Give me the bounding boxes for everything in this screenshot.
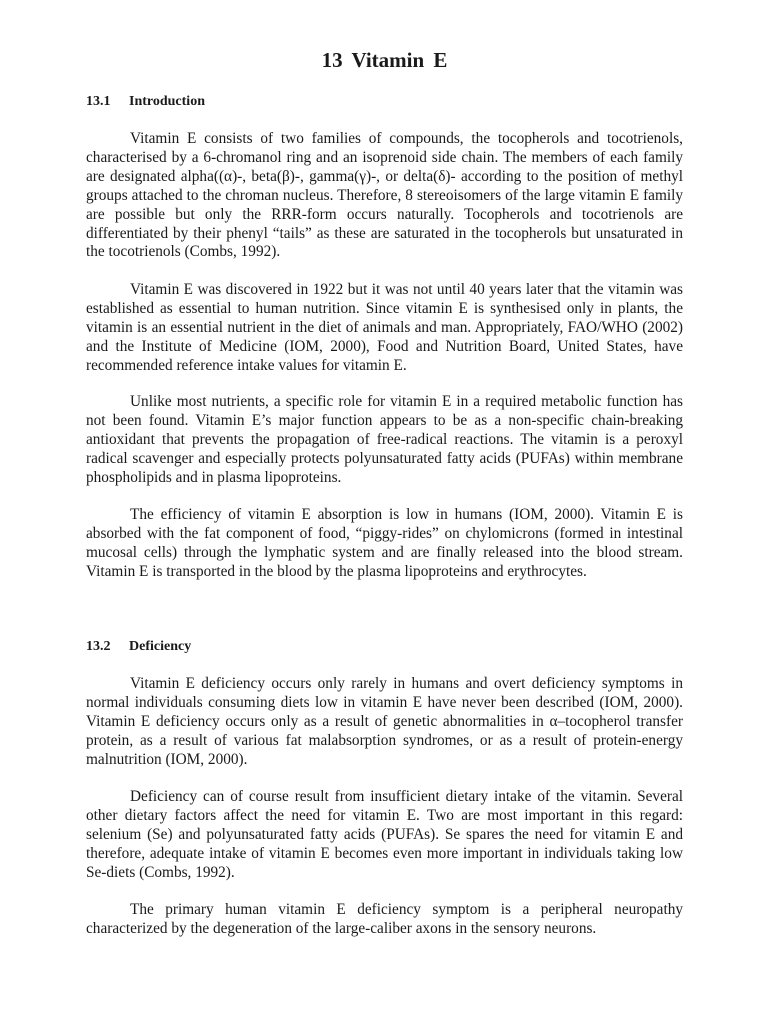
paragraph: The primary human vitamin E deficiency symptom is a peripheral neuropathy characterized by the degeneration of the large-caliber axons in the sensory neurons. [86, 901, 683, 937]
section-heading-introduction [86, 93, 205, 111]
chapter-number: 13 [321, 48, 343, 72]
paragraph: The efficiency of vitamin E absorption is low in humans (IOM, 2000). Vitamin E is absorbed with the fat component of food, “piggy-rides” on chylomicrons (formed in intestinal mucosal cells) through the lymphatic system and are finally released into the blood stream. Vitamin E is transported in the blood by the plasma lipoproteins and erythrocytes. [86, 506, 683, 580]
paragraph: Vitamin E deficiency occurs only rarely in humans and overt deficiency symptoms in normal individuals consuming diets low in vitamin E have never been described (IOM, 2000). Vitamin E deficiency occurs only as a result of genetic abnormalities in α–tocopherol transfer protein, as a result of various fat malabsorption syndromes, or as a result of protein-energy malnutrition (IOM, 2000). [86, 675, 683, 768]
chapter-title-text: Vitamin E [351, 48, 448, 72]
paragraph: Unlike most nutrients, a specific role for vitamin E in a required metabolic function has not been found. Vitamin E’s major function appears to be as a non-specific chain-breaking antioxidant that prevents the propagation of free-radical reactions. The vitamin is a peroxyl radical scavenger and especially protects polyunsaturated fatty acids (PUFAs) within membrane phospholipids and in plasma lipoproteins. [86, 393, 683, 486]
paragraph: Vitamin E consists of two families of compounds, the tocopherols and tocotrienols, characterised by a 6-chromanol ring and an isoprenoid side chain. The members of each family are designated alpha((α)-, beta(β)-, gamma(γ)-, or delta(δ)- according to the position of methyl groups attached to the chroman nucleus. Therefore, 8 stereoisomers of the large vitamin E family are possible but only the RRR-form occurs naturally. Tocopherols and tocotrienols are differentiated by their phenyl “tails” as these are saturated in the tocopherols but unsaturated in the tocotrienols (Combs, 1992). [86, 130, 683, 261]
paragraph: Vitamin E was discovered in 1922 but it was not until 40 years later that the vitamin was established as essential to human nutrition. Since vitamin E is synthesised only in plants, the vitamin is an essential nutrient in the diet of animals and man. Appropriately, FAO/WHO (2002) and the Institute of Medicine (IOM, 2000), Food and Nutrition Board, United States, have recommended reference intake values for vitamin E. [86, 281, 683, 374]
section-title: Deficiency [129, 639, 192, 654]
section-number: 13.1 [86, 94, 111, 109]
section-title: Introduction [129, 94, 205, 109]
paragraph: Deficiency can of course result from insufficient dietary intake of the vitamin. Several other dietary factors affect the need for vitamin E. Two are most important in this regard: selenium (Se) and polyunsaturated fatty acids (PUFAs). Se spares the need for vitamin E and therefore, adequate intake of vitamin E becomes even more important in individuals taking low Se-diets (Combs, 1992). [86, 788, 683, 881]
section-number: 13.2 [86, 639, 111, 654]
section-heading-deficiency [86, 638, 191, 656]
chapter-title [86, 46, 683, 74]
